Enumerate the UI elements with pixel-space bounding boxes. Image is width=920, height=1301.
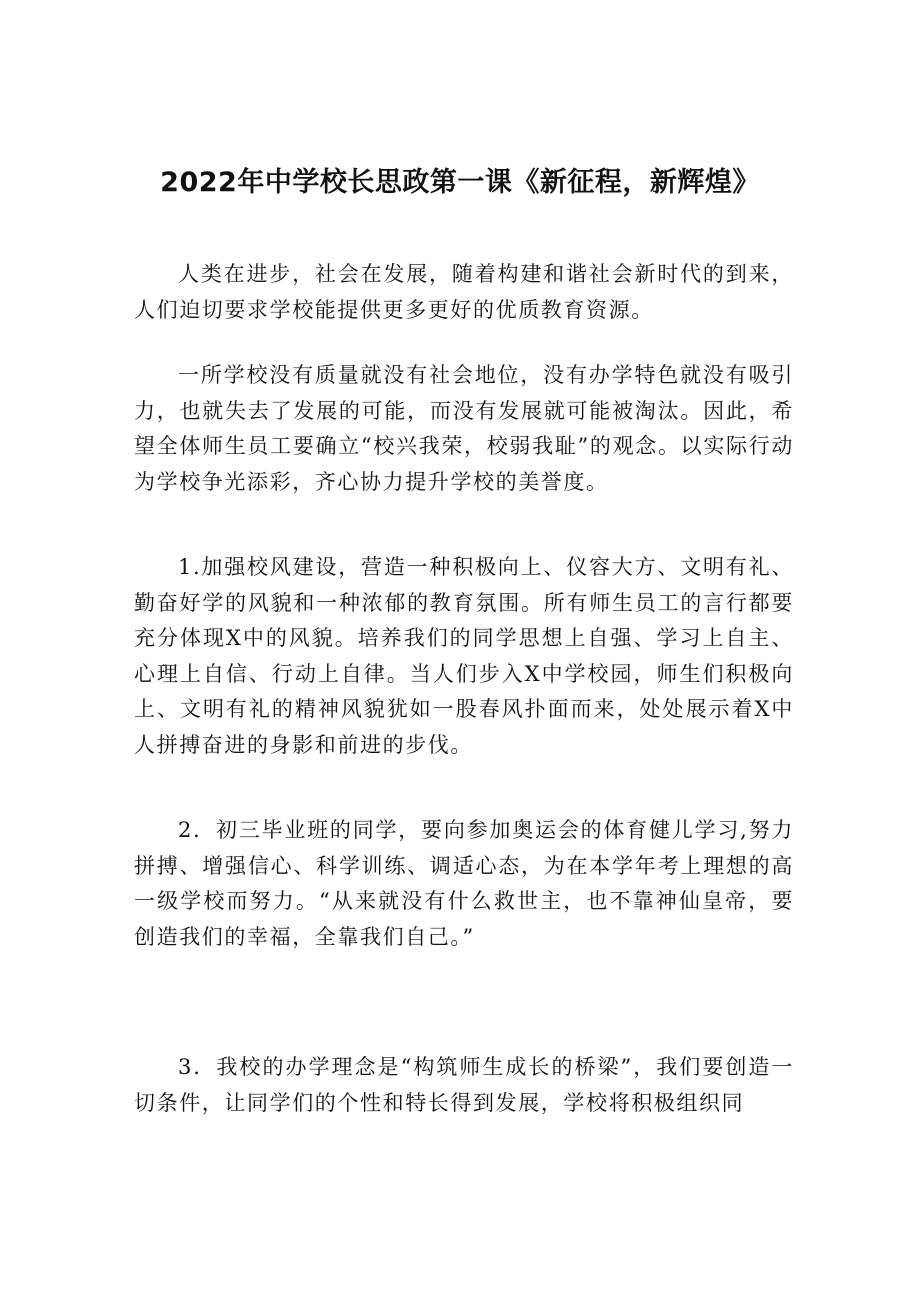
document-title: 2022年中学校长思政第一课《新征程，新辉煌》 (160, 167, 760, 198)
paragraph-quality: 一所学校没有质量就没有社会地位，没有办学特色就没有吸引力，也就失去了发展的可能，而没有发展就可能被淘汰。因此，希望全体师生员工要确立“校兴我荣，校弱我耻”的观念。以实际行动为学校争光添彩，齐心协力提升学校的美誉度。 (134, 363, 794, 494)
paragraph-intro: 人类在进步，社会在发展，随着构建和谐社会新时代的到来，人们迫切要求学校能提供更多更好的优质教育资源。 (134, 262, 794, 322)
paragraph-point-3: 3．我校的办学理念是“构筑师生成长的桥梁”，我们要创造一切条件，让同学们的个性和特长得到发展，学校将积极组织同 (134, 1055, 794, 1115)
paragraph-point-1: 1.加强校风建设，营造一种积极向上、仪容大方、文明有礼、勤奋好学的风貌和一种浓郁的教育氛围。所有师生员工的言行都要充分体现X中的风貌。培养我们的同学思想上自强、学习上自主、心理上自信、行动上自律。当人们步入X中学校园，师生们积极向上、文明有礼的精神风貌犹如一股春风扑面而来，处处展示着X中人拼搏奋进的身影和前进的步伐。 (134, 555, 794, 757)
paragraph-point-2: 2．初三毕业班的同学，要向参加奥运会的体育健儿学习,努力拼搏、增强信心、科学训练、调适心态，为在本学年考上理想的高一级学校而努力。“从来就没有什么救世主，也不靠神仙皇帝，要创造我们的幸福，全靠我们自己。” (134, 818, 794, 949)
